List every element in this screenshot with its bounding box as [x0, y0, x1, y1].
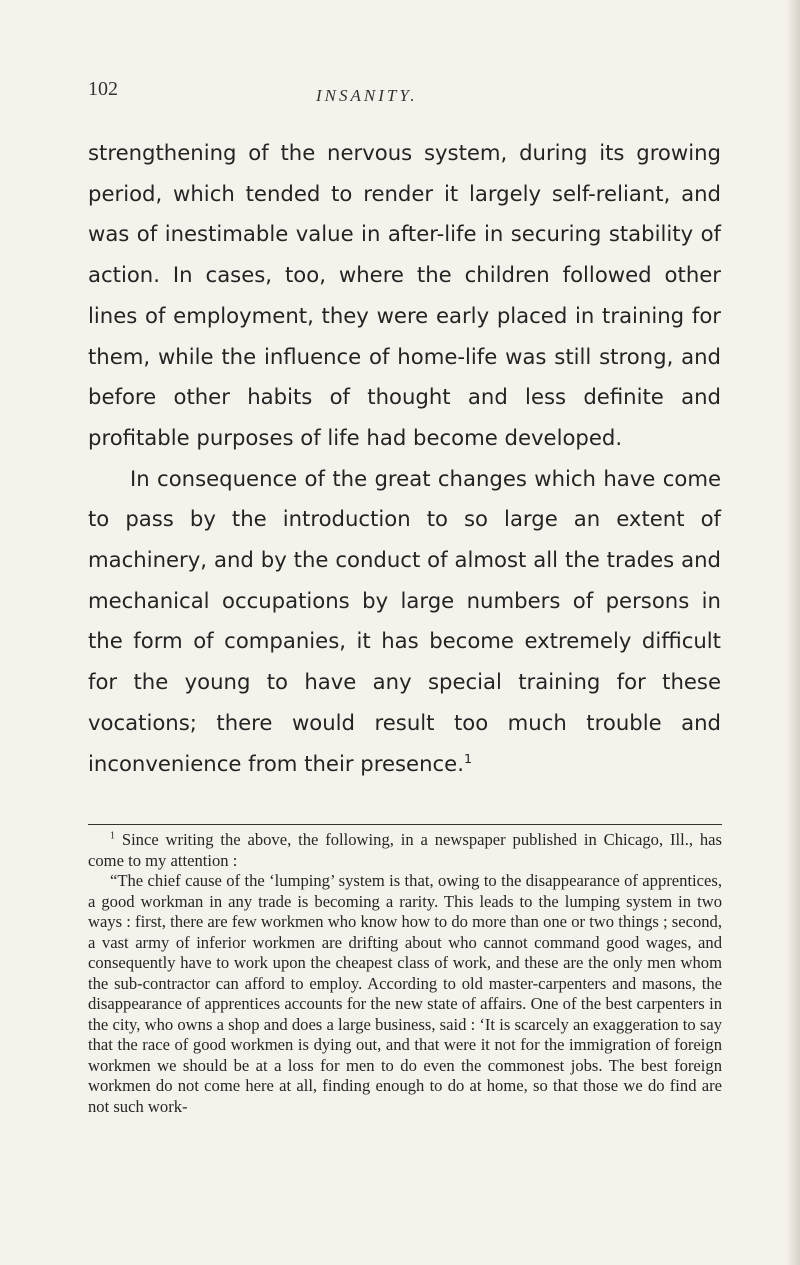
page-header — [88, 78, 708, 108]
main-text — [88, 133, 721, 784]
paragraph-1-text: strengthening of the nervous system, during its growing period, which tended to render it largely self-reliant, and was of inestimable value in after-life in securing stability of action. In cases, too, where the children followed other lines of employment, they were early placed in training for them, while the influence of home-life was still strong, and before other habits of thought and less definite and profitable purposes of life had become developed. — [88, 140, 721, 450]
footnote-intro-text: Since writing the above, the following, in a newspaper published in Chicago, Ill., has come to my attention : — [88, 830, 722, 870]
page-number: 102 — [88, 78, 118, 100]
footnote-rule — [88, 824, 722, 825]
paragraph-1 — [88, 133, 721, 459]
footnote-marker: 1 — [110, 830, 115, 842]
footnote-quote-text: “The chief cause of the ‘lumping’ system is that, owing to the disappearance of apprentices, a good workman in any trade is becoming a rarity. This leads to the lumping system in two ways : first, there are few workmen who know how to do more than one or two things ; second, a vast army of inferior workmen are drifting about who cannot command good wages, and consequently have to work upon the cheapest class of work, and these are the only men whom the sub-contractor can afford to employ. According to old master-carpenters and masons, the disappearance of apprentices accounts for the new state of affairs. One of the best carpenters in the city, who owns a shop and does a large business, said : ‘It is scarcely an exaggeration to say that the race of good workmen is dying out, and that were it not for the immigration of foreign workmen we should be at a loss for men to do even the commonest jobs. The best foreign workmen do not come here at all, finding enough to do at home, so that those we do find are not such work- — [88, 871, 722, 1116]
running-head: INSANITY. — [316, 86, 418, 105]
footnote-reference: 1 — [463, 750, 473, 766]
footnote-quote — [88, 871, 722, 1117]
paragraph-2 — [88, 459, 721, 785]
footnote — [88, 830, 722, 1117]
paragraph-2-text: In consequence of the great changes which have come to pass by the introduction to so large an extent of machinery, and by the conduct of almost all the trades and mechanical occupations by large numbers of persons in the form of companies, it has become extremely difficult for the young to have any special training for these vocations; there would result too much trouble and inconvenience from their presence. — [88, 465, 721, 776]
footnote-intro — [88, 830, 722, 871]
page-edge-shadow — [786, 0, 800, 1265]
